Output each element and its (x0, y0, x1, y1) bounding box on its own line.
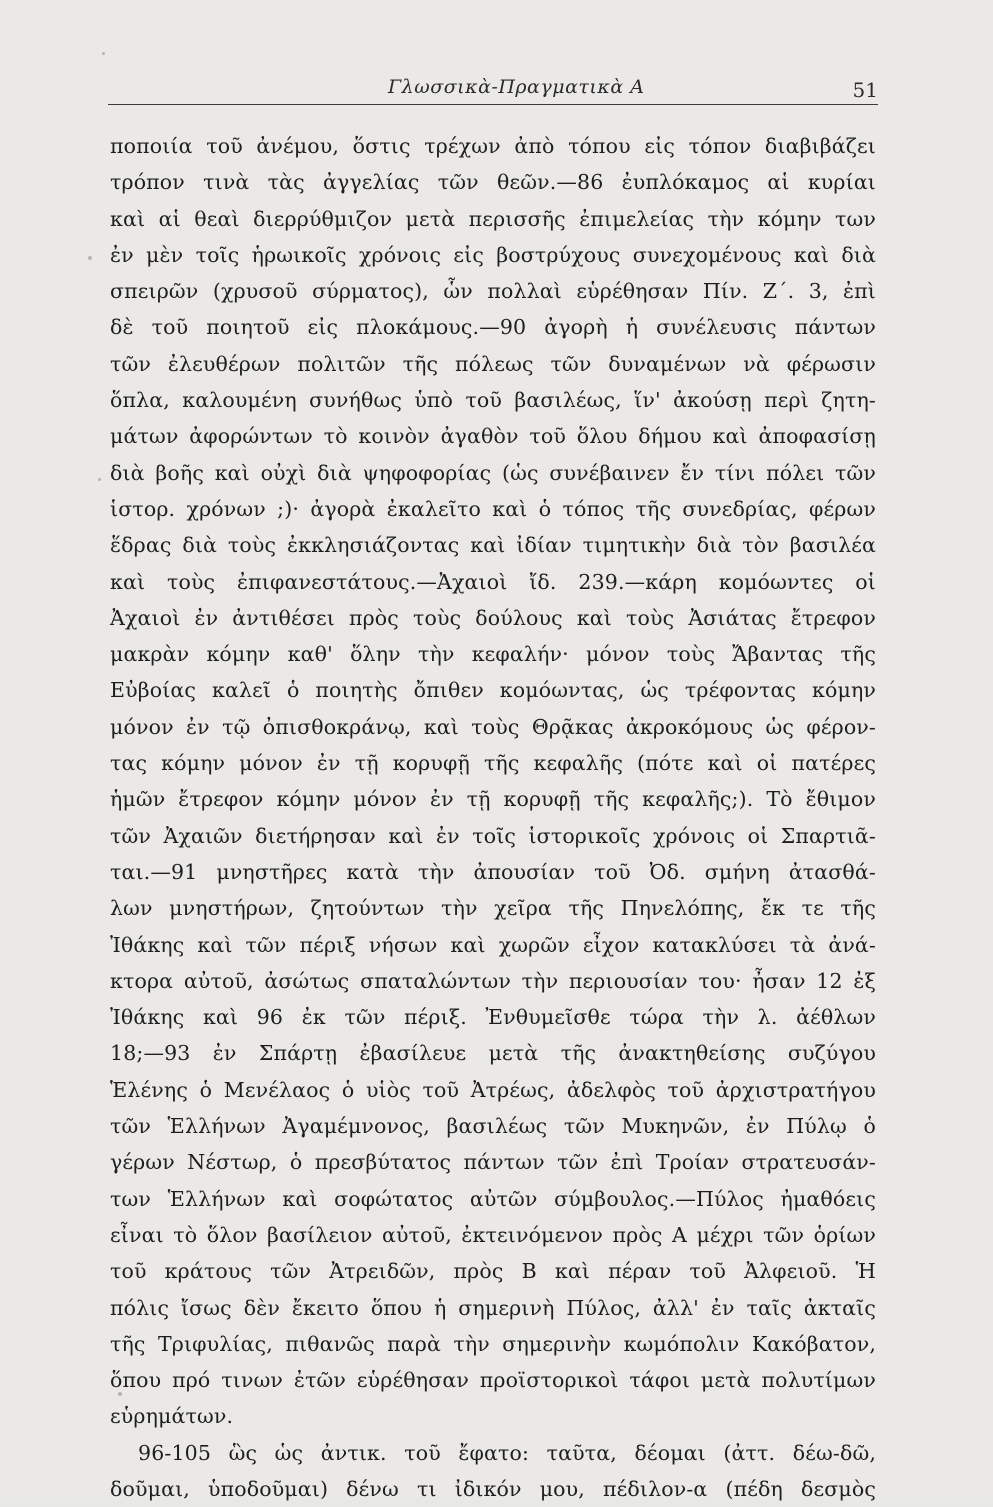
text-line: τῶν Ἑλλήνων Ἀγαμέμνονος, βασιλέως τῶν Μυκηνῶν, ἐν Πύλῳ ὁ (110, 1114, 876, 1139)
text-line: ὅπλα, καλουμένη συνήθως ὑπὸ τοῦ βασιλέως, ἵν' ἀκούσῃ περὶ ζητη- (110, 388, 876, 413)
text-line: ἡμῶν ἔτρεφον κόμην μόνον ἐν τῇ κορυφῇ τῆς κεφαλῆς;). Τὸ ἔθιμον (110, 787, 876, 812)
paper-speck (98, 478, 101, 481)
text-line: Ἰθάκης καὶ τῶν πέριξ νήσων καὶ χωρῶν εἶχον κατακλύσει τὰ ἀνά- (110, 932, 876, 957)
text-line: ἐν μὲν τοῖς ἡρωικοῖς χρόνοις εἰς βοστρύχους συνεχομένους καὶ διὰ (110, 242, 876, 267)
text-line: ὅπου πρό τινων ἐτῶν εὑρέθησαν προϊστορικοὶ τάφοι μετὰ πολυτίμων (110, 1368, 876, 1393)
text-line: των Ἑλλήνων καὶ σοφώτατος αὐτῶν σύμβουλος.—Πύλος ἠμαθόεις (110, 1186, 876, 1211)
paper-speck (88, 256, 92, 260)
text-line: εἶναι τὸ ὅλον βασίλειον αὐτοῦ, ἐκτεινόμενον πρὸς Α μέχρι τῶν ὁρίων (110, 1222, 876, 1247)
text-line: εὑρημάτων. (110, 1404, 234, 1429)
text-line: κτορα αὐτοῦ, ἀσώτως σπαταλώντων τὴν περιουσίαν του· ἦσαν 12 ἐξ (110, 968, 876, 993)
text-line: πόλις ἴσως δὲν ἔκειτο ὅπου ἡ σημερινὴ Πύλος, ἀλλ' ἐν ταῖς ἀκταῖς (110, 1295, 876, 1320)
header-rule (108, 104, 878, 105)
text-line: μόνον ἐν τῷ ὀπισθοκράνῳ, καὶ τοὺς Θρᾷκας ἀκροκόμους ὡς φέρον- (110, 714, 876, 739)
text-line: τῆς Τριφυλίας, πιθανῶς παρὰ τὴν σημερινὴν κωμόπολιν Κακόβατον, (110, 1331, 876, 1356)
text-line: καὶ αἱ θεαὶ διερρύθμιζον μετὰ περισσῆς ἐπιμελείας τὴν κόμην των (110, 206, 876, 231)
text-line: λων μνηστήρων, ζητούντων τὴν χεῖρα τῆς Πηνελόπης, ἔκ τε τῆς (110, 896, 876, 921)
text-line: ἱστορ. χρόνων ;)· ἀγορὰ ἐκαλεῖτο καὶ ὁ τόπος τῆς συνεδρίας, φέρων (110, 496, 876, 521)
text-line: δοῦμαι, ὑποδοῦμαι) δένω τι ἰδικόν μου, πέδιλον-α (πέδη δεσμὸς (110, 1476, 876, 1501)
text-line: διὰ βοῆς καὶ οὐχὶ διὰ ψηφοφορίας (ὡς συνέβαινεν ἔν τίνι πόλει τῶν (110, 460, 876, 485)
text-line: τας κόμην μόνον ἐν τῇ κορυφῇ τῆς κεφαλῆς (πότε καὶ οἱ πατέρες (110, 751, 876, 776)
text-line: Εὐβοίας καλεῖ ὁ ποιητὴς ὄπιθεν κομόωντας, ὡς τρέφοντας κόμην (110, 678, 876, 703)
text-line: δὲ τοῦ ποιητοῦ εἰς πλοκάμους.—90 ἀγορὴ ἡ συνέλευσις πάντων (110, 315, 876, 340)
text-line: τοῦ κράτους τῶν Ἀτρειδῶν, πρὸς Β καὶ πέραν τοῦ Ἀλφειοῦ. Ἡ (110, 1259, 876, 1284)
text-line: 18;—93 ἐν Σπάρτῃ ἐβασίλευε μετὰ τῆς ἀνακτηθείσης συζύγου (110, 1041, 876, 1066)
text-line: Ἀχαιοὶ ἐν ἀντιθέσει πρὸς τοὺς δούλους καὶ τοὺς Ἀσιάτας ἔτρεφον (110, 605, 876, 630)
running-title: Γλωσσικὰ-Πραγματικὰ Α (388, 76, 645, 98)
text-line: καὶ τοὺς ἐπιφανεστάτους.—Ἀχαιοὶ ἴδ. 239.—κάρη κομόωντες οἱ (110, 569, 876, 594)
page-header (108, 74, 878, 106)
text-line: μακρὰν κόμην καθ' ὅλην τὴν κεφαλήν· μόνον τοὺς Ἄβαντας τῆς (110, 642, 876, 667)
text-line: 96-105 ὣς ὡς ἀντικ. τοῦ ἔφατο: ταῦτα, δέομαι (ἀττ. δέω-δῶ, (138, 1440, 876, 1465)
text-line: τῶν Ἀχαιῶν διετήρησαν καὶ ἐν τοῖς ἱστορικοῖς χρόνοις οἱ Σπαρτιᾶ- (110, 823, 876, 848)
paper-speck (102, 52, 105, 55)
text-line: ἕδρας διὰ τοὺς ἐκκλησιάζοντας καὶ ἰδίαν τιμητικὴν διὰ τὸν βασιλέα (110, 533, 876, 558)
paper-speck (118, 1392, 122, 1396)
text-line: ται.—91 μνηστῆρες κατὰ τὴν ἀπουσίαν τοῦ Ὀδ. σμήνη ἀτασθά- (110, 859, 876, 884)
text-line: μάτων ἀφορώντων τὸ κοινὸν ἀγαθὸν τοῦ ὅλου δήμου καὶ ἀποφασίσῃ (110, 424, 876, 449)
text-line: Ἑλένης ὁ Μενέλαος ὁ υἱὸς τοῦ Ἀτρέως, ἀδελφὸς τοῦ ἀρχιστρατήγου (110, 1077, 876, 1102)
text-line: ποποιία τοῦ ἀνέμου, ὅστις τρέχων ἀπὸ τόπου εἰς τόπον διαβιβάζει (110, 134, 876, 158)
text-line: τρόπον τινὰ τὰς ἀγγελίας τῶν θεῶν.—86 ἐυπλόκαμος αἱ κυρίαι (110, 170, 876, 195)
text-line: τῶν ἐλευθέρων πολιτῶν τῆς πόλεως τῶν δυναμένων νὰ φέρωσιν (110, 351, 876, 376)
text-line: γέρων Νέστωρ, ὁ πρεσβύτατος πάντων τῶν ἐπὶ Τροίαν στρατευσάν- (110, 1150, 876, 1175)
page-number: 51 (852, 78, 878, 102)
text-line: σπειρῶν (χρυσοῦ σύρματος), ὧν πολλαὶ εὑρέθησαν Πίν. Ζ΄. 3, ἐπὶ (110, 279, 876, 304)
text-line: Ἰθάκης καὶ 96 ἐκ τῶν πέριξ. Ἐνθυμεῖσθε τώρα τὴν λ. ἀέθλων (110, 1005, 876, 1030)
body-text (110, 128, 876, 1507)
